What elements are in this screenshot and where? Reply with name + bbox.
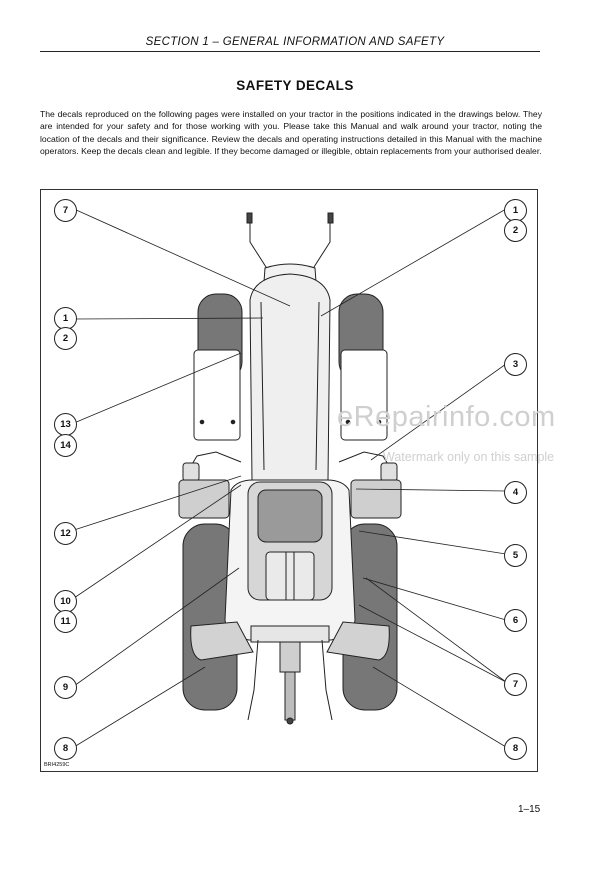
callout-14: 14 [54,434,77,457]
callout-7-top: 7 [54,199,77,222]
tractor-top-view-drawing [41,190,539,773]
intro-paragraph: The decals reproduced on the following pages were installed on your tractor in the positions indicated in the drawings below. They are intended for your safety and for those working with you. Please take this Manual and walk around your tractor, noting the location of the decals and their significance. Review the decals and operating instructions detailed in this Manual with the machine operators. Keep the decals clean and legible. If they become damaged or illegible, obtain replacements from your authorised dealer. [40,109,542,157]
header-rule [40,51,540,52]
page-number: 1–15 [518,804,541,815]
callout-9: 9 [54,676,77,699]
decal-location-figure [40,189,538,772]
callout-1-right: 1 [504,199,527,222]
section-header: SECTION 1 – GENERAL INFORMATION AND SAFETY [145,36,445,48]
callout-8-left: 8 [54,737,77,760]
page-title: SAFETY DECALS [236,78,354,93]
callout-1-left: 1 [54,307,77,330]
callout-3: 3 [504,353,527,376]
callout-10: 10 [54,590,77,613]
callout-4: 4 [504,481,527,504]
callout-11: 11 [54,610,77,633]
watermark-note: Watermark only on this sample [383,450,555,464]
callout-12: 12 [54,522,77,545]
callout-2-left: 2 [54,327,77,350]
watermark-brand: eRepairinfo.com [337,401,556,433]
callout-13: 13 [54,413,77,436]
callout-6: 6 [504,609,527,632]
callout-5: 5 [504,544,527,567]
callout-8-right: 8 [504,737,527,760]
callout-7-right: 7 [504,673,527,696]
figure-code: BRI4259C [44,762,70,768]
callout-2-right: 2 [504,219,527,242]
